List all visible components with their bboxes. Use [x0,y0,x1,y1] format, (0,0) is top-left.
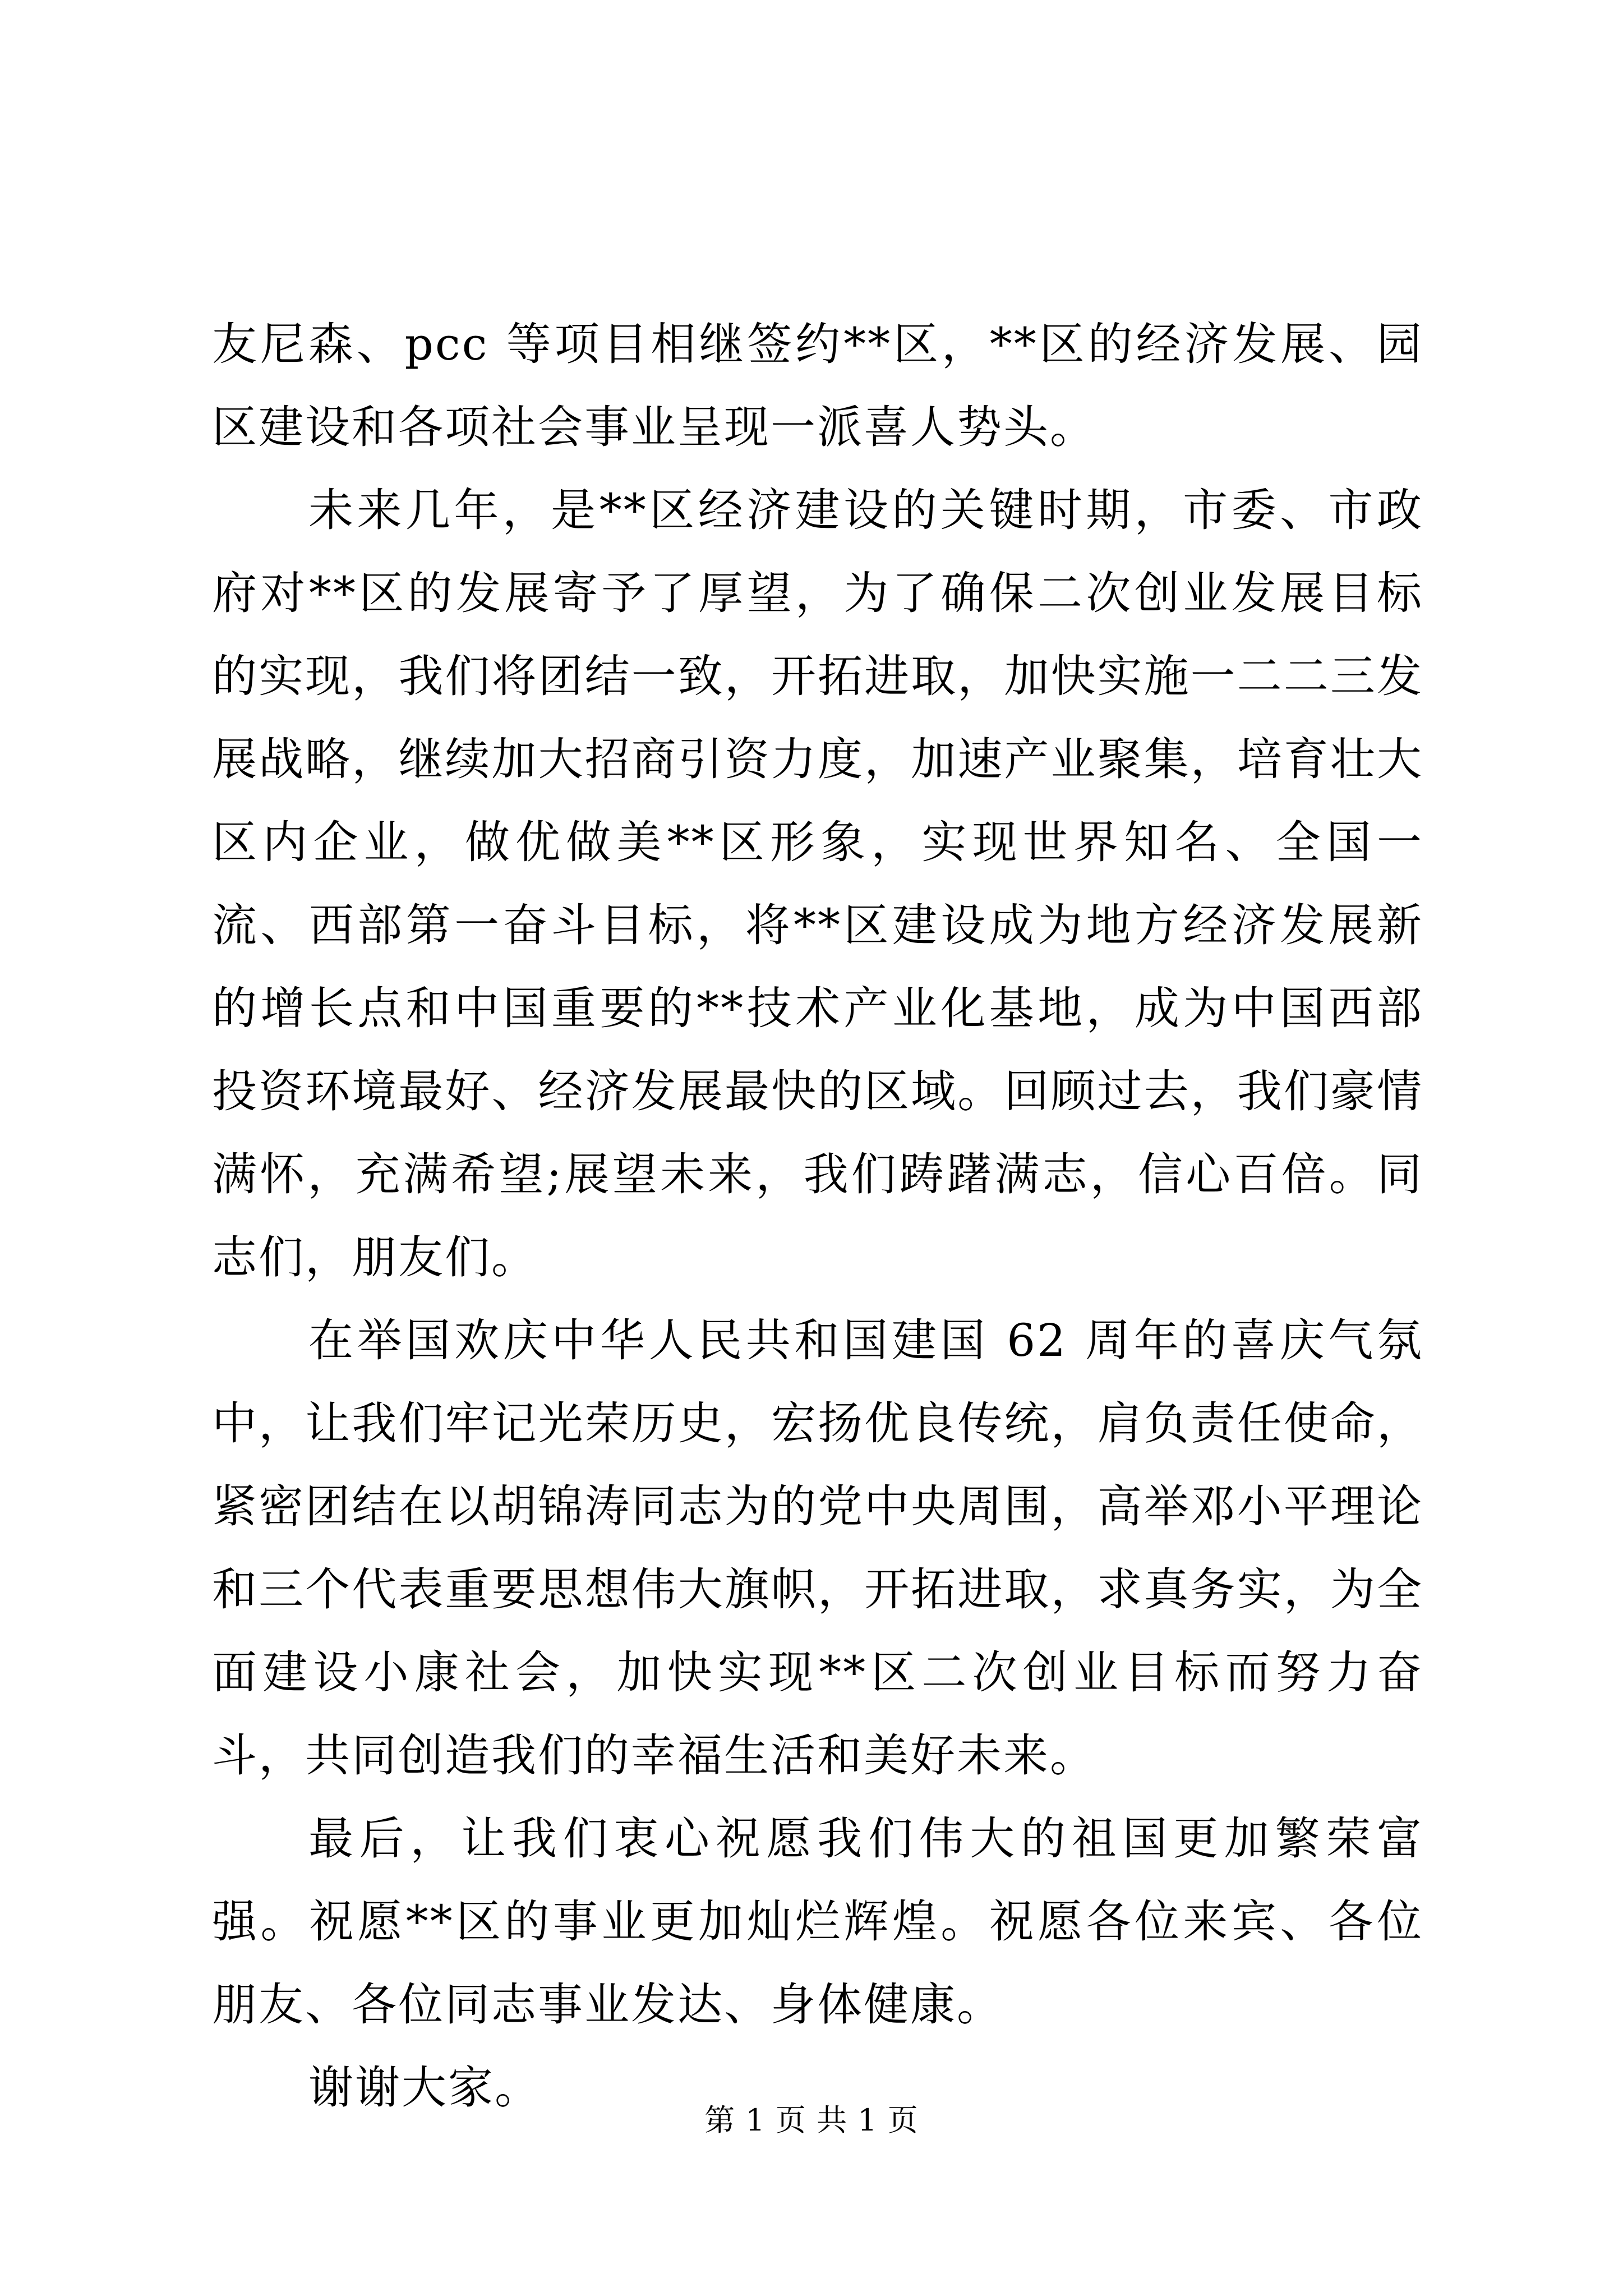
document-body [212,303,1423,2129]
page-footer: 第 1 页 共 1 页 [704,2102,919,2138]
paragraph-3: 在举国欢庆中华人民共和国建国 62 周年的喜庆气氛中，让我们牢记光荣历史，宏扬优良传统，肩负责任使命，紧密团结在以胡锦涛同志为的党中央周围，高举邓小平理论和三个代表重要思想伟大旗帜，开拓进取，求真务实，为全面建设小康社会，加快实现**区二次创业目标而努力奋斗，共同创造我们的幸福生活和美好未来。 [212,1314,1423,1782]
paragraph-5: 谢谢大家。 [308,2062,541,2114]
paragraph-2: 未来几年，是**区经济建设的关键时期，市委、市政府对**区的发展寄予了厚望，为了确保二次创业发展目标的实现，我们将团结一致，开拓进取，加快实施一二二三发展战略，继续加大招商引资力度，加速产业聚集，培育壮大区内企业，做优做美**区形象，实现世界知名、全国一流、西部第一奋斗目标，将**区建设成为地方经济发展新的增长点和中国重要的**技术产业化基地，成为中国西部投资环境最好、经济发展最快的区域。回顾过去，我们豪情满怀，充满希望;展望未来，我们踌躇满志，信心百倍。同志们，朋友们。 [212,484,1423,1283]
paragraph-4: 最后，让我们衷心祝愿我们伟大的祖国更加繁荣富强。祝愿**区的事业更加灿烂辉煌。祝愿各位来宾、各位朋友、各位同志事业发达、身体健康。 [212,1812,1423,2031]
paragraph-1: 友尼森、pcc 等项目相继签约**区，**区的经济发展、园区建设和各项社会事业呈现一派喜人势头。 [212,318,1423,453]
